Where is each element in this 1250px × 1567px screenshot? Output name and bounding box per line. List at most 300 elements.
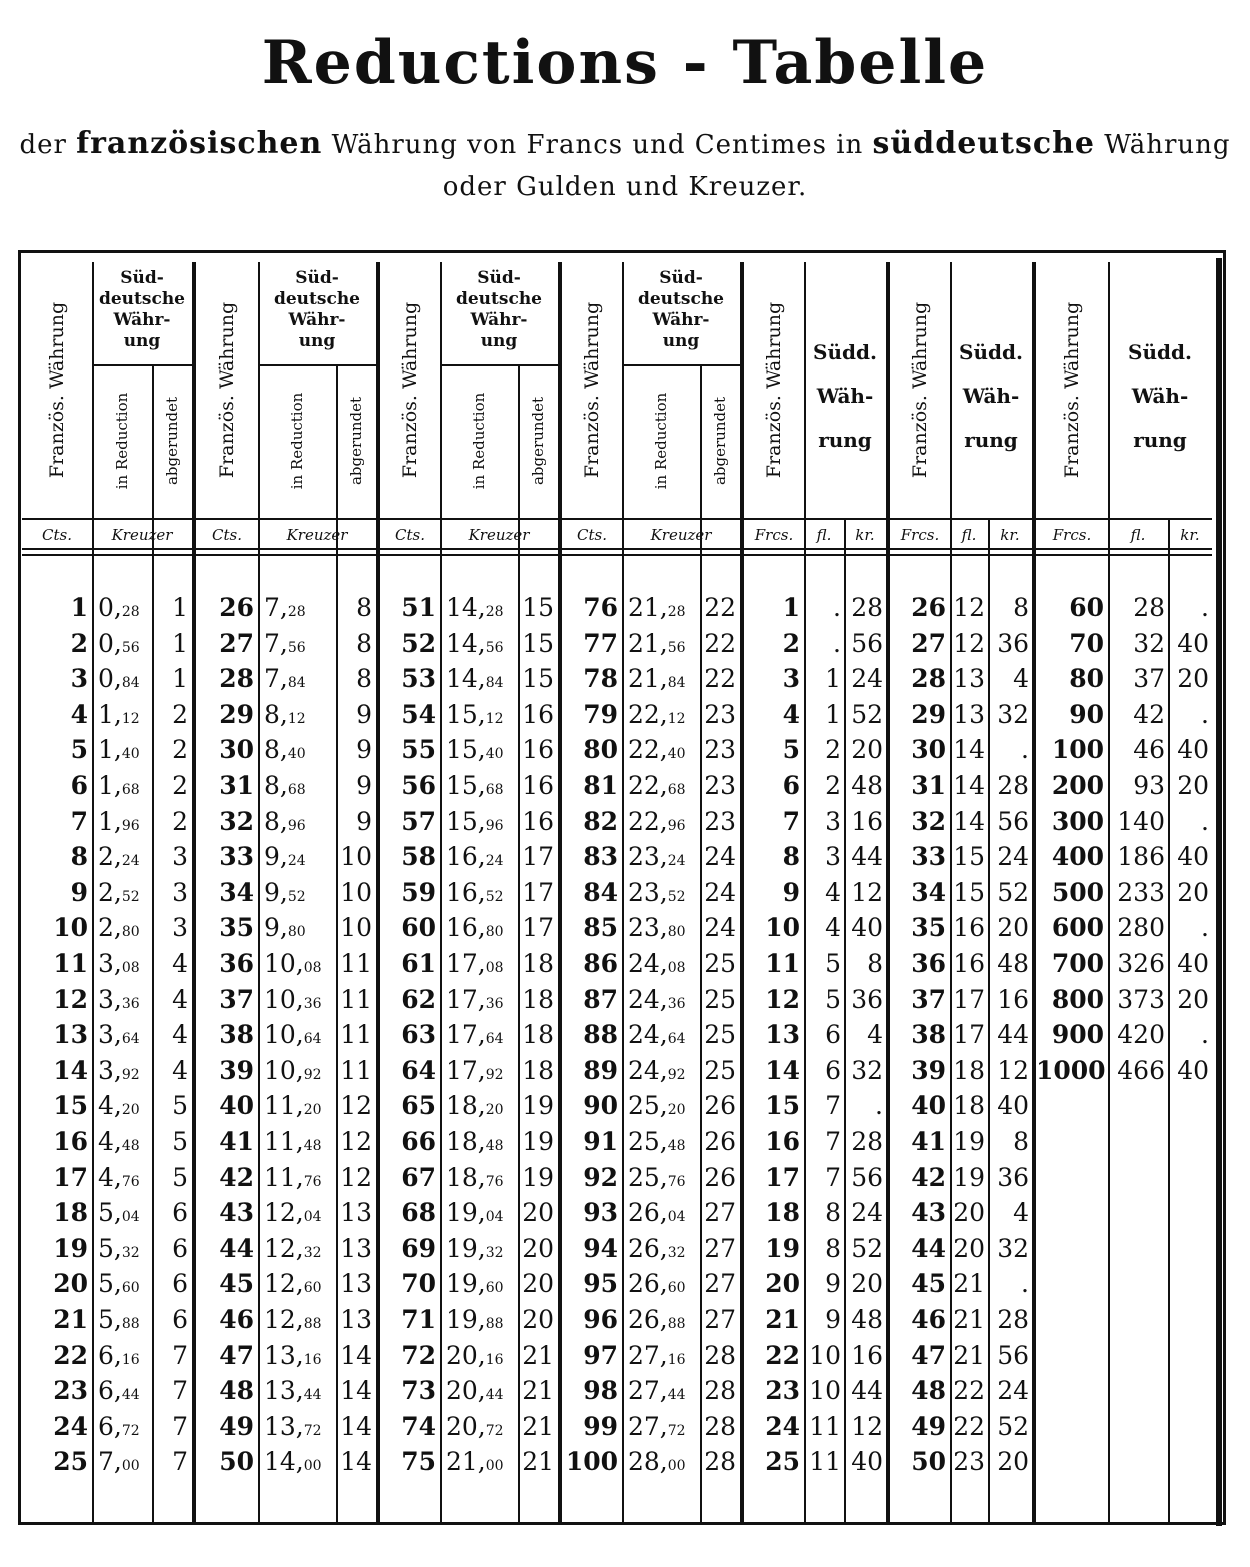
row-kr: 28 — [997, 771, 1029, 800]
row-frcs: 32 — [911, 806, 946, 836]
row-reduction — [264, 700, 306, 729]
header-line — [92, 364, 192, 366]
row-fl: 42 — [1133, 699, 1165, 729]
row-cts: 28 — [219, 664, 254, 694]
row-cts: 13 — [53, 1020, 88, 1050]
reduction-int: 19, — [446, 1269, 486, 1299]
row-cts: 10 — [53, 913, 88, 943]
row-cts: 81 — [583, 771, 618, 800]
row-fl: 5 — [825, 984, 841, 1014]
row-frcs: 27 — [911, 628, 946, 658]
header-line — [22, 518, 1212, 520]
vertical-header: Französ. Währung — [46, 301, 68, 479]
row-fl: 17 — [953, 1020, 985, 1050]
reduction-int: 0, — [98, 628, 122, 658]
row-rounded: 8 — [356, 628, 372, 658]
row-cts: 17 — [53, 1162, 88, 1192]
row-fl: 14 — [953, 771, 985, 800]
reduction-int: 19, — [446, 1233, 486, 1263]
row-kr: 28 — [851, 593, 883, 622]
reduction-int: 13, — [264, 1340, 304, 1370]
row-fl: 9 — [825, 1305, 841, 1334]
row-reduction — [264, 1198, 322, 1227]
row-reduction — [446, 1091, 504, 1120]
row-rounded: 18 — [522, 1020, 554, 1050]
row-cts: 76 — [583, 593, 618, 622]
row-fl: 21 — [953, 1269, 985, 1299]
row-frcs: 43 — [911, 1198, 946, 1228]
row-reduction — [628, 842, 686, 871]
row-kr: 36 — [997, 1162, 1029, 1192]
reduction-int: 24, — [628, 949, 668, 978]
row-fl: 23 — [953, 1447, 985, 1477]
row-frcs: 70 — [1069, 628, 1104, 658]
row-reduction — [264, 1305, 322, 1334]
row-cts: 67 — [401, 1162, 436, 1192]
reduction-int: 1, — [98, 735, 122, 765]
reduction-dec: 28 — [667, 604, 686, 620]
reduction-int: 12, — [264, 1269, 304, 1299]
reduction-dec: 88 — [121, 1316, 140, 1332]
row-kr: 24 — [851, 1198, 883, 1228]
row-cts: 85 — [583, 913, 618, 943]
reduction-int: 26, — [628, 1305, 668, 1334]
row-kr: 40 — [1177, 735, 1209, 765]
reduction-dec: 84 — [485, 675, 504, 692]
reduction-dec: 52 — [667, 888, 686, 905]
row-kr: 48 — [997, 949, 1029, 978]
header-line-text: Süd- — [477, 268, 521, 288]
row-fl: 10 — [809, 1376, 841, 1406]
reduction-int: 3, — [98, 1020, 122, 1050]
row-kr: 20 — [851, 735, 883, 765]
reduction-dec: 16 — [121, 1351, 140, 1368]
row-reduction — [446, 735, 504, 764]
row-frcs: 24 — [765, 1411, 800, 1441]
row-kr: 20 — [997, 1447, 1029, 1477]
row-kr: 52 — [851, 1233, 883, 1263]
reduction-dec: 52 — [485, 888, 504, 905]
vertical-header: in Reduction — [113, 392, 131, 490]
sued-header — [258, 268, 376, 352]
reduction-int: 6, — [98, 1340, 122, 1370]
reduction-int: 4, — [98, 1091, 122, 1121]
row-rounded: 6 — [172, 1233, 188, 1263]
row-kr: 44 — [851, 1376, 883, 1406]
unit-label: Cts. — [212, 526, 242, 544]
header-line-text: Wäh- — [1131, 384, 1189, 408]
row-cts: 45 — [219, 1269, 254, 1299]
row-fl: 20 — [953, 1198, 985, 1228]
row-reduction — [264, 985, 322, 1014]
unit-label: fl. — [816, 526, 832, 544]
row-reduction — [628, 1412, 686, 1441]
row-reduction — [446, 1127, 504, 1156]
header-line-text: ung — [123, 331, 161, 351]
row-kr: . — [875, 1091, 883, 1121]
row-cts: 70 — [401, 1269, 436, 1299]
reduction-int: 16, — [446, 877, 486, 907]
row-reduction — [98, 1091, 140, 1120]
row-reduction — [264, 593, 306, 622]
row-fl: 233 — [1117, 877, 1165, 907]
reduction-int: 11, — [264, 1127, 304, 1156]
reduction-dec: 68 — [667, 782, 686, 798]
row-cts: 27 — [219, 628, 254, 658]
reduction-int: 9, — [264, 842, 288, 872]
reduction-int: 2, — [98, 877, 122, 907]
row-fl: 28 — [1133, 593, 1165, 622]
reduction-int: 8, — [264, 735, 288, 765]
header-line-text: Wäh- — [962, 384, 1020, 408]
reduction-int: 8, — [264, 771, 288, 800]
row-rounded: 6 — [172, 1269, 188, 1299]
row-cts: 5 — [70, 735, 88, 765]
row-frcs: 18 — [765, 1198, 800, 1228]
reduction-dec: 84 — [121, 675, 140, 692]
row-cts: 3 — [70, 664, 88, 694]
row-cts: 75 — [401, 1447, 436, 1477]
row-fl: 11 — [809, 1447, 841, 1477]
row-fl: 420 — [1117, 1020, 1165, 1050]
row-reduction — [264, 1163, 322, 1192]
row-rounded: 9 — [356, 771, 372, 800]
row-frcs: 17 — [765, 1162, 800, 1192]
header-line-text: Süd- — [659, 268, 703, 288]
row-fl: 20 — [953, 1233, 985, 1263]
row-rounded: 14 — [340, 1447, 372, 1477]
subtitle-part: Währung von Francs und Centimes in — [322, 130, 873, 160]
row-fl: 326 — [1117, 949, 1165, 978]
reduction-dec: 20 — [121, 1102, 140, 1119]
row-rounded: 11 — [340, 1020, 372, 1050]
reduction-int: 7, — [264, 628, 288, 658]
row-reduction — [628, 1127, 686, 1156]
row-kr: 28 — [997, 1305, 1029, 1334]
vertical-header: Französ. Währung — [581, 301, 603, 479]
row-fl: 280 — [1117, 913, 1165, 943]
row-fl: 11 — [809, 1411, 841, 1441]
row-frcs: 34 — [911, 877, 946, 907]
reduction-dec: 24 — [121, 853, 140, 870]
row-kr: 20 — [1177, 984, 1209, 1014]
row-cts: 9 — [70, 877, 88, 907]
reduction-dec: 60 — [485, 1280, 504, 1297]
reduction-int: 10, — [264, 1055, 304, 1085]
row-rounded: 27 — [704, 1198, 736, 1228]
row-cts: 86 — [583, 949, 618, 978]
header-line — [440, 364, 558, 366]
row-kr: 8 — [867, 949, 883, 978]
header-line — [258, 364, 376, 366]
row-frcs: 16 — [765, 1127, 800, 1156]
row-cts: 74 — [401, 1411, 436, 1441]
row-reduction — [628, 1198, 686, 1227]
reduction-dec: 12 — [667, 710, 686, 727]
row-rounded: 13 — [340, 1198, 372, 1228]
row-frcs: 49 — [911, 1411, 946, 1441]
row-cts: 69 — [401, 1233, 436, 1263]
row-fl: 18 — [953, 1091, 985, 1121]
row-frcs: 33 — [911, 842, 946, 872]
row-kr: 56 — [997, 806, 1029, 836]
row-fl: 8 — [825, 1233, 841, 1263]
row-kr: 32 — [851, 1055, 883, 1085]
reduction-dec: 04 — [667, 1209, 686, 1226]
row-frcs: 29 — [911, 699, 946, 729]
reduction-int: 15, — [446, 699, 486, 729]
vertical-header: abgerundet — [711, 396, 729, 486]
table-border — [1216, 258, 1222, 1526]
row-rounded: 23 — [704, 699, 736, 729]
reduction-int: 28, — [628, 1447, 668, 1477]
row-cts: 63 — [401, 1020, 436, 1050]
row-rounded: 27 — [704, 1305, 736, 1334]
row-cts: 46 — [219, 1305, 254, 1334]
reduction-int: 5, — [98, 1198, 122, 1228]
row-kr: 32 — [997, 699, 1029, 729]
row-fl: 37 — [1133, 664, 1165, 694]
reduction-int: 7, — [264, 593, 288, 622]
reduction-dec: 28 — [287, 604, 306, 620]
reduction-int: 8, — [264, 699, 288, 729]
row-cts: 15 — [53, 1091, 88, 1121]
header-line-text: ung — [662, 331, 700, 351]
row-reduction — [98, 949, 140, 978]
row-cts: 22 — [53, 1340, 88, 1370]
row-reduction — [628, 700, 686, 729]
row-rounded: 7 — [172, 1376, 188, 1406]
page-title: Reductions - Tabelle — [261, 28, 989, 98]
reduction-dec: 20 — [485, 1102, 504, 1119]
reduction-int: 19, — [446, 1305, 486, 1334]
vertical-header: abgerundet — [347, 396, 365, 486]
row-reduction — [98, 1234, 140, 1263]
unit-label: fl. — [961, 526, 977, 544]
row-reduction — [264, 913, 306, 942]
row-rounded: 11 — [340, 949, 372, 978]
reduction-int: 3, — [98, 984, 122, 1014]
reduction-int: 16, — [446, 913, 486, 943]
row-reduction — [446, 1376, 504, 1405]
reduction-int: 18, — [446, 1127, 486, 1156]
reduction-dec: 12 — [287, 710, 306, 727]
row-rounded: 14 — [340, 1340, 372, 1370]
row-cts: 42 — [219, 1162, 254, 1192]
reduction-int: 25, — [628, 1162, 668, 1192]
row-fl: 4 — [825, 877, 841, 907]
reduction-int: 15, — [446, 806, 486, 836]
row-frcs: 9 — [782, 877, 800, 907]
row-rounded: 16 — [522, 771, 554, 800]
row-cts: 59 — [401, 877, 436, 907]
row-cts: 11 — [53, 949, 88, 978]
row-cts: 44 — [219, 1233, 254, 1263]
row-cts: 84 — [583, 877, 618, 907]
row-cts: 57 — [401, 806, 436, 836]
row-fl: 14 — [953, 806, 985, 836]
row-cts: 83 — [583, 842, 618, 872]
reduction-int: 12, — [264, 1198, 304, 1228]
row-kr: 24 — [997, 1376, 1029, 1406]
row-rounded: 22 — [704, 593, 736, 622]
row-kr: 32 — [997, 1233, 1029, 1263]
reduction-int: 11, — [264, 1091, 304, 1121]
reduction-int: 5, — [98, 1233, 122, 1263]
reduction-int: 17, — [446, 949, 486, 978]
reduction-int: 27, — [628, 1376, 668, 1406]
row-rounded: 21 — [522, 1447, 554, 1477]
reduction-dec: 68 — [485, 782, 504, 798]
row-cts: 64 — [401, 1055, 436, 1085]
row-cts: 37 — [219, 984, 254, 1014]
row-rounded: 7 — [172, 1447, 188, 1477]
row-fl: 9 — [825, 1269, 841, 1299]
row-rounded: 18 — [522, 984, 554, 1014]
row-fl: 8 — [825, 1198, 841, 1228]
row-rounded: 26 — [704, 1162, 736, 1192]
unit-label: Kreuzer — [468, 526, 530, 544]
row-kr: 12 — [851, 1411, 883, 1441]
unit-label: Kreuzer — [286, 526, 348, 544]
reduction-dec: 36 — [121, 995, 140, 1012]
row-cts: 29 — [219, 699, 254, 729]
reduction-int: 13, — [264, 1376, 304, 1406]
row-rounded: 12 — [340, 1162, 372, 1192]
header-line-text: deutsche — [637, 289, 724, 309]
reduction-int: 23, — [628, 913, 668, 943]
reduction-int: 16, — [446, 842, 486, 872]
row-fl: 1 — [825, 699, 841, 729]
row-rounded: 6 — [172, 1305, 188, 1334]
row-reduction — [628, 1020, 686, 1049]
row-cts: 82 — [583, 806, 618, 836]
row-rounded: 18 — [522, 1055, 554, 1085]
row-rounded: 25 — [704, 949, 736, 978]
row-kr: 8 — [1013, 593, 1029, 622]
row-cts: 65 — [401, 1091, 436, 1121]
row-reduction — [98, 1447, 140, 1476]
reduction-dec: 56 — [121, 639, 140, 656]
row-reduction — [628, 735, 686, 764]
row-cts: 100 — [565, 1447, 618, 1477]
reduction-dec: 76 — [303, 1173, 322, 1190]
row-frcs: 26 — [911, 593, 946, 622]
reduction-dec: 08 — [485, 960, 504, 976]
row-rounded: 15 — [522, 593, 554, 622]
reduction-dec: 00 — [303, 1458, 322, 1475]
subtitle-emphasis: süddeutsche — [872, 126, 1096, 161]
row-rounded: 14 — [340, 1376, 372, 1406]
reduction-int: 1, — [98, 806, 122, 836]
reduction-int: 7, — [264, 664, 288, 694]
row-cts: 24 — [53, 1411, 88, 1441]
row-rounded: 5 — [172, 1127, 188, 1156]
row-frcs: 14 — [765, 1055, 800, 1085]
vertical-header: Französ. Währung — [763, 301, 785, 479]
reduction-dec: 48 — [121, 1138, 140, 1154]
row-rounded: 17 — [522, 913, 554, 943]
row-fl: 7 — [825, 1127, 841, 1156]
row-frcs: 21 — [765, 1305, 800, 1334]
row-fl: 14 — [953, 735, 985, 765]
row-rounded: 19 — [522, 1127, 554, 1156]
row-fl: 1 — [825, 664, 841, 694]
row-reduction — [98, 878, 140, 907]
row-kr: 20 — [851, 1269, 883, 1299]
reduction-dec: 36 — [303, 995, 322, 1012]
row-frcs: 600 — [1051, 913, 1104, 943]
reduction-dec: 12 — [485, 710, 504, 727]
unit-label: Frcs. — [754, 526, 794, 544]
reduction-dec: 20 — [303, 1102, 322, 1119]
row-frcs: 36 — [911, 949, 946, 978]
reduction-dec: 32 — [667, 1244, 686, 1261]
reduction-int: 15, — [446, 771, 486, 800]
row-fl: 6 — [825, 1055, 841, 1085]
row-reduction — [98, 771, 140, 800]
row-reduction — [98, 913, 140, 942]
row-reduction — [98, 735, 140, 764]
row-cts: 7 — [70, 806, 88, 836]
row-cts: 47 — [219, 1340, 254, 1370]
row-rounded: 28 — [704, 1411, 736, 1441]
reduction-dec: 96 — [667, 817, 686, 834]
reduction-dec: 68 — [121, 782, 140, 798]
row-kr: . — [1201, 699, 1209, 729]
row-cts: 87 — [583, 984, 618, 1014]
row-reduction — [264, 735, 306, 764]
suedd-header — [950, 330, 1032, 462]
row-reduction — [446, 1412, 504, 1441]
row-reduction — [98, 985, 140, 1014]
unit-label: kr. — [855, 526, 875, 544]
unit-label: Kreuzer — [650, 526, 712, 544]
row-fl: 6 — [825, 1020, 841, 1050]
row-frcs: 41 — [911, 1127, 946, 1156]
row-rounded: 18 — [522, 949, 554, 978]
row-cts: 73 — [401, 1376, 436, 1406]
row-kr: 24 — [997, 842, 1029, 872]
row-rounded: 25 — [704, 1055, 736, 1085]
row-fl: 466 — [1117, 1055, 1165, 1085]
row-frcs: 500 — [1051, 877, 1104, 907]
row-frcs: 400 — [1051, 842, 1104, 872]
reduction-dec: 80 — [667, 924, 686, 941]
reduction-int: 4, — [98, 1162, 122, 1192]
unit-label: kr. — [1000, 526, 1020, 544]
row-rounded: 27 — [704, 1233, 736, 1263]
row-cts: 98 — [583, 1376, 618, 1406]
reduction-int: 21, — [628, 593, 668, 622]
row-fl: 186 — [1117, 842, 1165, 872]
row-fl: 93 — [1133, 771, 1165, 800]
row-kr: 48 — [851, 771, 883, 800]
row-cts: 66 — [401, 1127, 436, 1156]
row-rounded: 23 — [704, 735, 736, 765]
header-line-text: Süd- — [295, 268, 339, 288]
unit-label: Cts. — [577, 526, 607, 544]
row-frcs: 37 — [911, 984, 946, 1014]
header-line — [22, 554, 1212, 556]
row-rounded: 13 — [340, 1305, 372, 1334]
reduction-int: 11, — [264, 1162, 304, 1192]
row-frcs: 3 — [782, 664, 800, 694]
row-kr: . — [1201, 593, 1209, 622]
row-frcs: 50 — [911, 1447, 946, 1477]
row-frcs: 25 — [765, 1447, 800, 1477]
row-reduction — [446, 629, 504, 658]
